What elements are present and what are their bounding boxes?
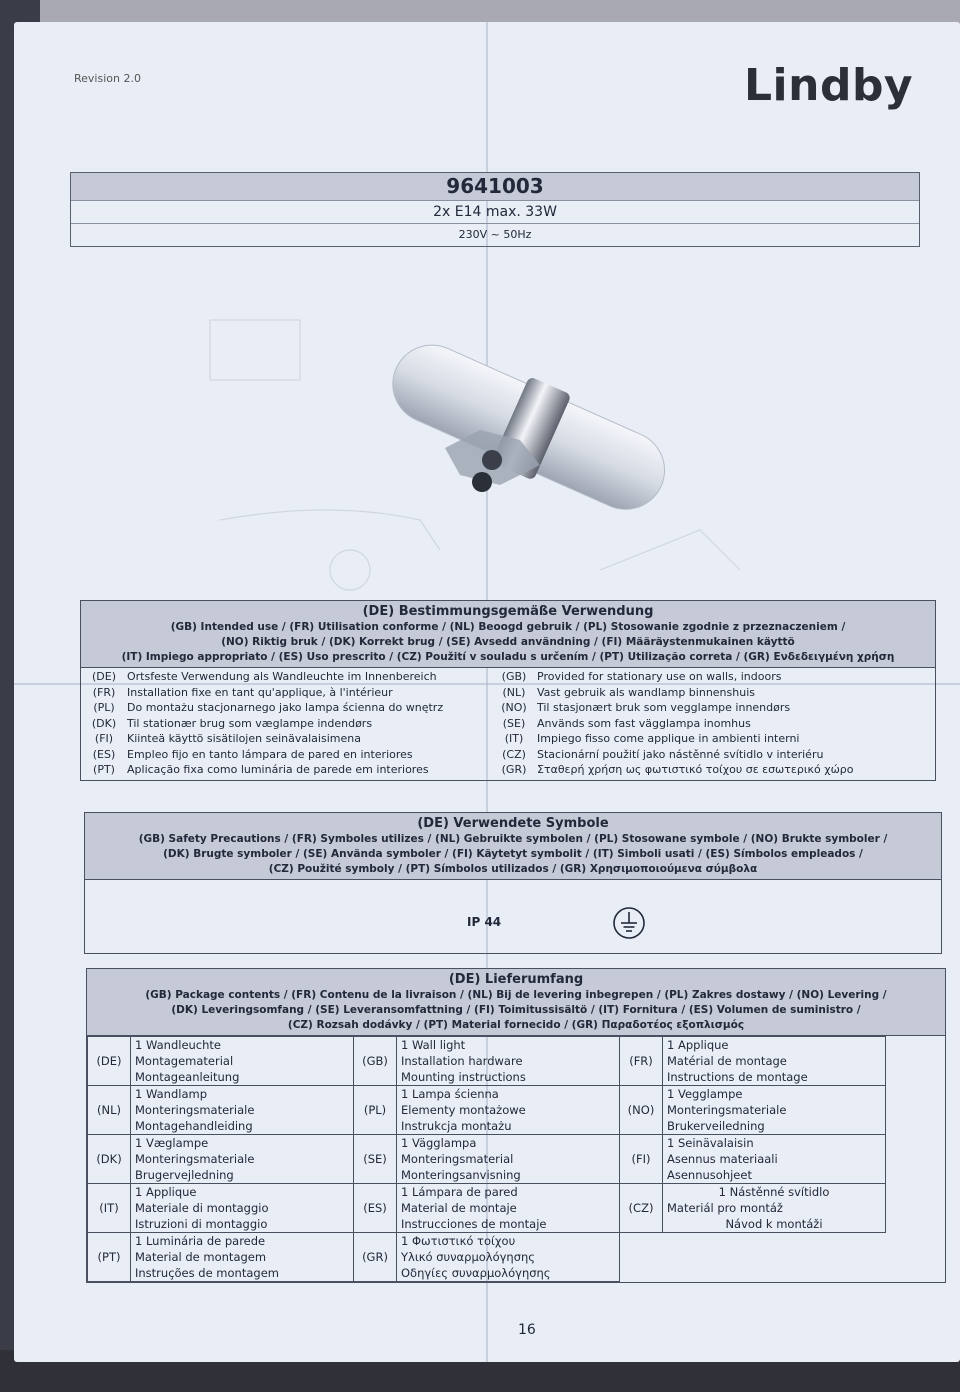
language-code: (IT) [88, 1184, 131, 1233]
language-code: (CZ) [620, 1184, 663, 1233]
package-item: Návod k montáži [725, 1217, 823, 1231]
package-item: Material de montaje [401, 1201, 517, 1215]
package-contents-table [87, 1036, 886, 1282]
package-item: 1 Vegglampe [667, 1087, 743, 1101]
package-item: Brugervejledning [135, 1168, 234, 1182]
package-items [397, 1086, 620, 1135]
symbols-subtitle: (DK) Brugte symboler / (SE) Använda symboler / (FI) Käytetyt symbolit / (IT) Simboli usati / (ES) Símbolos empleados / [163, 848, 863, 860]
language-code: (ES) [354, 1184, 397, 1233]
package-item: Monteringsmateriale [135, 1103, 255, 1117]
symbols-body [85, 901, 941, 949]
package-item: Installation hardware [401, 1054, 523, 1068]
package-item: 1 Lámpara de pared [401, 1185, 518, 1199]
package-items [397, 1184, 620, 1233]
package-item: Monteringsmaterial [401, 1152, 514, 1166]
model-number: 9641003 [71, 173, 919, 201]
package-items [131, 1037, 354, 1086]
package-item: Asennus materiaali [667, 1152, 778, 1166]
language-code: (NL) [88, 1086, 131, 1135]
package-contents-subtitle: (DK) Leveringsomfang / (SE) Leveransomfattning / (FI) Toimitussisältö / (IT) Fornitura / (ES) Volumen de suministro / [171, 1004, 861, 1016]
intended-use-grid [81, 668, 935, 780]
protective-earth-icon [612, 906, 646, 940]
language-code: (PL) [354, 1086, 397, 1135]
package-item: Montagematerial [135, 1054, 234, 1068]
package-item: Υλικό συναρμολόγησης [401, 1250, 536, 1264]
usage-text: Empleo fijo en tanto lámpara de pared en interiores [127, 747, 413, 761]
package-item: Mounting instructions [401, 1070, 526, 1084]
package-items [131, 1184, 354, 1233]
package-items [131, 1086, 354, 1135]
language-code: (FI) [620, 1135, 663, 1184]
intended-use-header [81, 601, 935, 668]
package-items [663, 1135, 886, 1184]
package-item: Monteringsanvisning [401, 1168, 521, 1182]
package-items [663, 1086, 886, 1135]
usage-text: Impiego fisso come applique in ambienti interni [537, 732, 800, 745]
package-item: 1 Applique [135, 1185, 197, 1199]
usage-text: Vast gebruik als wandlamp binnenshuis [537, 685, 755, 699]
table-row [88, 1233, 886, 1282]
package-items [131, 1233, 354, 1282]
package-items [663, 1037, 886, 1086]
language-code: (ES) [92, 747, 116, 761]
usage-text: Σταθερή χρήση ως φωτιστικό τοίχου σε εσωτερικό χώρο [537, 763, 854, 776]
intended-use-subtitle: (GB) Intended use / (FR) Utilisation conforme / (NL) Beoogd gebruik / (PL) Stosowanie zgodnie z przeznaczeniem / [170, 621, 846, 633]
symbols-subtitle: (GB) Safety Precautions / (FR) Symboles utilizes / (NL) Gebruikte symbolen / (PL) Stosowane symbole / (NO) Brukte symboler / [138, 833, 888, 845]
package-item: Material de montagem [135, 1250, 267, 1264]
brand-logo: Lindby [744, 60, 914, 111]
usage-text: Til stasjonært bruk som vegglampe innendørs [537, 701, 791, 714]
language-code: (NL) [502, 685, 526, 699]
language-code: (PL) [93, 701, 115, 714]
package-item: 1 Seinävalaisin [667, 1136, 754, 1150]
package-item: Elementy montażowe [401, 1103, 526, 1117]
language-code: (SE) [354, 1135, 397, 1184]
package-item: Brukerveiledning [667, 1119, 765, 1133]
usage-text: Aplicação fixa como luminária de parede em interiores [127, 763, 429, 776]
package-item: Montagehandleiding [135, 1119, 253, 1133]
power-rating: 2x E14 max. 33W [71, 201, 919, 224]
package-item: 1 Φωτιστικό τοίχου [401, 1234, 516, 1248]
package-item: Matérial de montage [667, 1054, 787, 1068]
usage-text: Provided for stationary use on walls, indoors [537, 670, 782, 683]
language-code: (GB) [354, 1037, 397, 1086]
language-code: (GB) [501, 670, 527, 683]
package-item: Instructions de montage [667, 1070, 808, 1084]
usage-text: Installation fixe en tant qu'applique, à l'intérieur [127, 685, 393, 699]
package-item: 1 Wall light [401, 1038, 466, 1052]
package-item: Instruções de montagem [135, 1266, 279, 1280]
package-contents-subtitle: (CZ) Rozsah dodávky / (PT) Material fornecido / (GR) Παραδοτέος εξοπλισμός [287, 1019, 745, 1031]
package-items [663, 1184, 886, 1233]
language-code: (FR) [620, 1037, 663, 1086]
package-contents-title: (DE) Lieferumfang [448, 972, 584, 987]
intended-use-subtitle: (NO) Riktig bruk / (DK) Korrekt brug / (SE) Avsedd användning / (FI) Määräystenmukainen käyttö [221, 636, 795, 648]
package-contents-section [86, 968, 946, 1283]
symbols-title: (DE) Verwendete Symbole [417, 816, 609, 831]
page-number: 16 [518, 1322, 536, 1338]
language-code: (NO) [620, 1086, 663, 1135]
table-row [88, 1037, 886, 1086]
package-contents-header [87, 969, 945, 1036]
revision-label: Revision 2.0 [74, 72, 141, 85]
voltage-rating: 230V ~ 50Hz [458, 228, 532, 241]
language-code: (DE) [88, 1037, 131, 1086]
intended-use-section [80, 600, 936, 781]
usage-text: Ortsfeste Verwendung als Wandleuchte im Innenbereich [127, 670, 437, 683]
language-code: (DK) [91, 716, 117, 730]
package-item: 1 Luminária de parede [135, 1234, 266, 1248]
intended-use-title: (DE) Bestimmungsgemäße Verwendung [362, 604, 654, 619]
package-items [397, 1037, 620, 1086]
package-items [131, 1135, 354, 1184]
usage-text: Stacionární použití jako nástěnné svítidlo v interiéru [537, 747, 824, 761]
usage-text: Kiinteä käyttö sisätilojen seinävalaisimena [127, 732, 361, 745]
language-code: (CZ) [502, 747, 526, 761]
package-item: Instrukcja montażu [401, 1119, 512, 1133]
language-code: (DE) [91, 670, 116, 683]
product-illustration [180, 270, 800, 610]
package-item: 1 Wandlamp [135, 1087, 207, 1101]
package-item: 1 Væglampe [135, 1136, 209, 1150]
package-item: Monteringsmateriale [135, 1152, 255, 1166]
language-code: (GR) [501, 763, 527, 776]
empty-cell [620, 1233, 886, 1282]
table-row [88, 1086, 886, 1135]
package-item: 1 Wandleuchte [135, 1038, 221, 1052]
language-code: (PT) [88, 1233, 131, 1282]
table-row [88, 1184, 886, 1233]
package-items [397, 1135, 620, 1184]
usage-text: Til stationær brug som væglampe indendørs [127, 716, 373, 730]
package-item: 1 Lampa ścienna [401, 1087, 499, 1101]
package-item: 1 Applique [667, 1038, 729, 1052]
package-item: Materiale di montaggio [135, 1201, 269, 1215]
package-items [397, 1233, 620, 1282]
spec-table [70, 172, 920, 247]
package-item: 1 Vägglampa [401, 1136, 477, 1150]
package-item: Montageanleitung [135, 1070, 240, 1084]
package-item: Materiál pro montáž [667, 1201, 783, 1215]
package-item: Istruzioni di montaggio [135, 1217, 268, 1231]
usage-text: Används som fast vägglampa inomhus [537, 716, 751, 730]
language-code: (SE) [502, 716, 526, 730]
language-code: (PT) [93, 763, 115, 776]
usage-text: Do montażu stacjonarnego jako lampa ścienna do wnętrz [127, 701, 444, 714]
package-item: Monteringsmateriale [667, 1103, 787, 1117]
table-row [88, 1135, 886, 1184]
language-code: (NO) [501, 701, 527, 714]
symbols-subtitle: (CZ) Použité symboly / (PT) Símbolos utilizados / (GR) Χρησιμοποιούμενα σύμβολα [268, 863, 758, 875]
ip-rating: IP 44 [467, 915, 502, 929]
symbols-section [84, 812, 942, 954]
package-item: Asennusohjeet [667, 1168, 752, 1182]
package-item: 1 Nástěnné svítidlo [718, 1185, 830, 1199]
intended-use-subtitle: (IT) Impiego appropriato / (ES) Uso prescrito / (CZ) Použití v souladu s určením / (PT) Utilização correta / (GR) Ενδεδειγμένη χρήση [121, 651, 895, 663]
package-item: Instrucciones de montaje [401, 1217, 547, 1231]
language-code: (DK) [88, 1135, 131, 1184]
symbols-header [85, 813, 941, 880]
language-code: (IT) [504, 732, 524, 745]
package-contents-subtitle: (GB) Package contents / (FR) Contenu de la livraison / (NL) Bij de levering inbegrepen / (PL) Zakres dostawy / (NO) Levering / [145, 989, 887, 1001]
language-code: (FR) [92, 685, 116, 699]
package-item: Οδηγίες συναρμολόγησης [401, 1266, 551, 1280]
language-code: (FI) [94, 732, 114, 745]
language-code: (GR) [354, 1233, 397, 1282]
